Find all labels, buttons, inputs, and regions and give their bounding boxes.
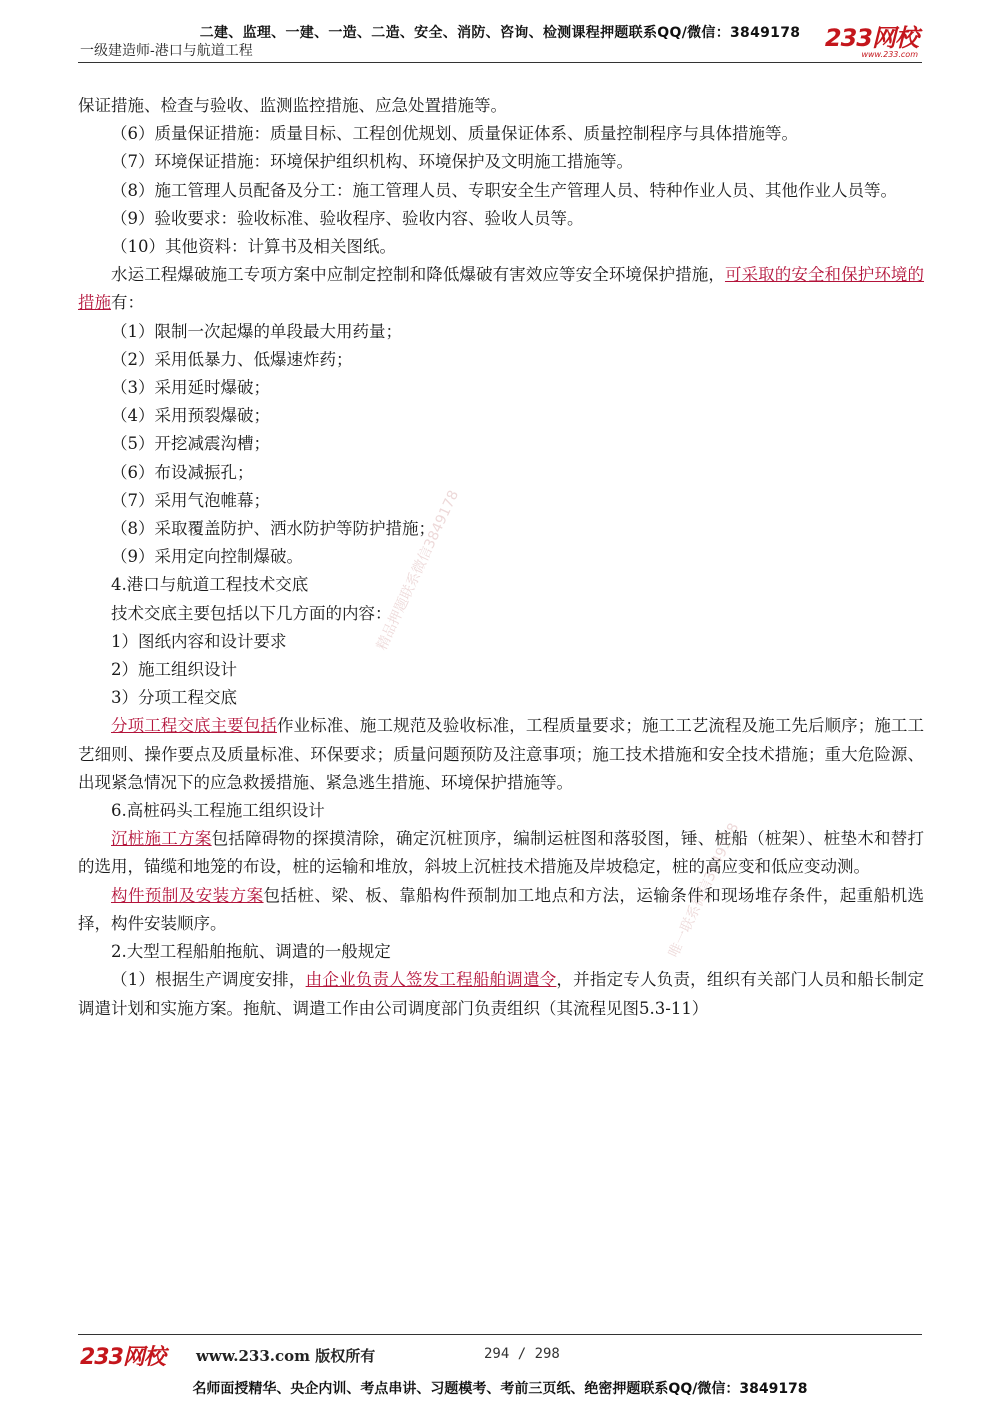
paragraph <box>78 318 924 346</box>
logo-site: www.233.com <box>861 50 918 59</box>
paragraph-text: 6.高桩码头工程施工组织设计 <box>111 801 325 821</box>
paragraph <box>78 205 924 233</box>
paragraph <box>78 346 924 374</box>
paragraph <box>78 571 924 599</box>
paragraph-text: （7）采用气泡帷幕； <box>111 490 270 510</box>
paragraph <box>78 628 924 656</box>
paragraph <box>78 515 924 543</box>
footer-logo[interactable]: 233网校 <box>80 1345 165 1370</box>
paragraph <box>78 459 924 487</box>
footer-copyright: www.233.com 版权所有 <box>196 1347 376 1365</box>
paragraph-text: （5）开挖减震沟槽； <box>111 434 270 454</box>
paragraph-text: 技术交底主要包括以下几方面的内容： <box>111 603 392 623</box>
paragraph-text: 3）分项工程交底 <box>111 688 237 708</box>
paragraph-text: （10）其他资料：计算书及相关图纸。 <box>111 237 396 257</box>
paragraph <box>78 825 924 881</box>
paragraph <box>78 797 924 825</box>
watermark: 精品押题联系微信3849178 <box>373 488 463 653</box>
paragraph <box>78 430 924 458</box>
logo-text: 233网校 <box>824 24 918 52</box>
paragraph-text: （1）限制一次起爆的单段最大用药量； <box>111 321 402 341</box>
paragraph <box>78 712 924 797</box>
paragraph-text: （2）采用低暴力、低爆速炸药； <box>111 349 353 369</box>
highlighted-text: 由企业负责人签发工程船舶调遣令 <box>305 970 557 990</box>
paragraph-text: 2.大型工程船舶拖航、调遣的一般规定 <box>111 942 391 962</box>
paragraph-text: 4.港口与航道工程技术交底 <box>111 575 309 595</box>
paragraph-text: 有： <box>111 293 144 313</box>
paragraph <box>78 233 924 261</box>
paragraph-text: （9）采用定向控制爆破。 <box>111 547 303 567</box>
paragraph <box>78 92 924 120</box>
footer-promo: 名师面授精华、央企内训、考点串讲、习题模考、考前三页纸、绝密押题联系QQ/微信：3849178 <box>192 1381 808 1397</box>
paragraph <box>78 261 924 317</box>
paragraph <box>78 543 924 571</box>
paragraph <box>78 600 924 628</box>
header-rule <box>78 62 922 63</box>
paragraph-text: （7）环境保证措施：环境保护组织机构、环境保护及文明施工措施等。 <box>111 152 633 172</box>
paragraph-text: （6）布设减振孔； <box>111 462 254 482</box>
paragraph-text: 2）施工组织设计 <box>111 660 237 680</box>
highlighted-text: 分项工程交底主要包括 <box>111 716 277 736</box>
paragraph-text: （8）施工管理人员配备及分工：施工管理人员、专职安全生产管理人员、特种作业人员、其他作业人员等。 <box>111 180 897 200</box>
highlighted-text: 沉桩施工方案 <box>111 829 212 849</box>
paragraph <box>78 120 924 148</box>
paragraph-text: ，并指定专人负责，组织有关部门人员和船长制定调遣计划和实施方案。拖航、调遣工作由公司调度部门负责组织（其流程见图5.3-11） <box>78 970 924 1018</box>
paragraph-text: 作业标准、施工规范及验收标准，工程质量要求；施工工艺流程及施工先后顺序；施工工艺细则、操作要点及质量标准、环保要求；质量问题预防及注意事项；施工技术措施和安全技术措施；重大危险源、出现紧急情况下的应急救援措施、紧急逃生措施、环境保护措施等。 <box>78 716 924 792</box>
paragraph <box>78 938 924 966</box>
paragraph-text: （6）质量保证措施：质量目标、工程创优规划、质量保证体系、质量控制程序与具体措施等。 <box>111 124 798 144</box>
header-promo: 二建、监理、一建、一造、二造、安全、消防、咨询、检测课程押题联系QQ/微信：3849178 <box>199 25 801 41</box>
page-number: 294 / 298 <box>484 1346 560 1362</box>
paragraph <box>78 374 924 402</box>
paragraph <box>78 882 924 938</box>
document-subject: 一级建造师-港口与航道工程 <box>80 43 253 59</box>
paragraph <box>78 148 924 176</box>
document-body <box>78 92 924 1023</box>
paragraph-text: （1）根据生产调度安排， <box>111 970 306 990</box>
paragraph-text: 包括障碍物的探摸清除，确定沉桩顶序，编制运桩图和落驳图，锤、桩船（桩架）、桩垫木和替打的选用，锚缆和地笼的布设，桩的运输和堆放，斜坡上沉桩技术措施及岸坡稳定，桩的高应变和低应变动测。 <box>78 829 924 877</box>
paragraph <box>78 487 924 515</box>
paragraph <box>78 656 924 684</box>
header-logo[interactable] <box>825 26 918 59</box>
paragraph-text: （9）验收要求：验收标准、验收程序、验收内容、验收人员等。 <box>111 208 584 228</box>
watermark: 唯一联系微信3849178 <box>665 820 743 961</box>
paragraph-text: 包括桩、梁、板、靠船构件预制加工地点和方法，运输条件和现场堆存条件，起重船机选择，构件安装顺序。 <box>78 885 925 933</box>
paragraph-text: （3）采用延时爆破； <box>111 378 270 398</box>
paragraph <box>78 684 924 712</box>
paragraph-text: 保证措施、检查与验收、监测监控措施、应急处置措施等。 <box>78 96 507 115</box>
footer-rule <box>78 1334 922 1335</box>
highlighted-text: 可采取的安全和保护环境的措施 <box>78 265 924 313</box>
paragraph <box>78 966 924 1022</box>
paragraph-text: （4）采用预裂爆破； <box>111 406 270 426</box>
paragraph <box>78 402 924 430</box>
paragraph <box>78 177 924 205</box>
paragraph-text: 水运工程爆破施工专项方案中应制定控制和降低爆破有害效应等安全环境保护措施， <box>111 265 725 285</box>
highlighted-text: 构件预制及安装方案 <box>111 885 264 905</box>
paragraph-text: 1）图纸内容和设计要求 <box>111 631 287 651</box>
paragraph-text: （8）采取覆盖防护、洒水防护等防护措施； <box>111 519 435 539</box>
